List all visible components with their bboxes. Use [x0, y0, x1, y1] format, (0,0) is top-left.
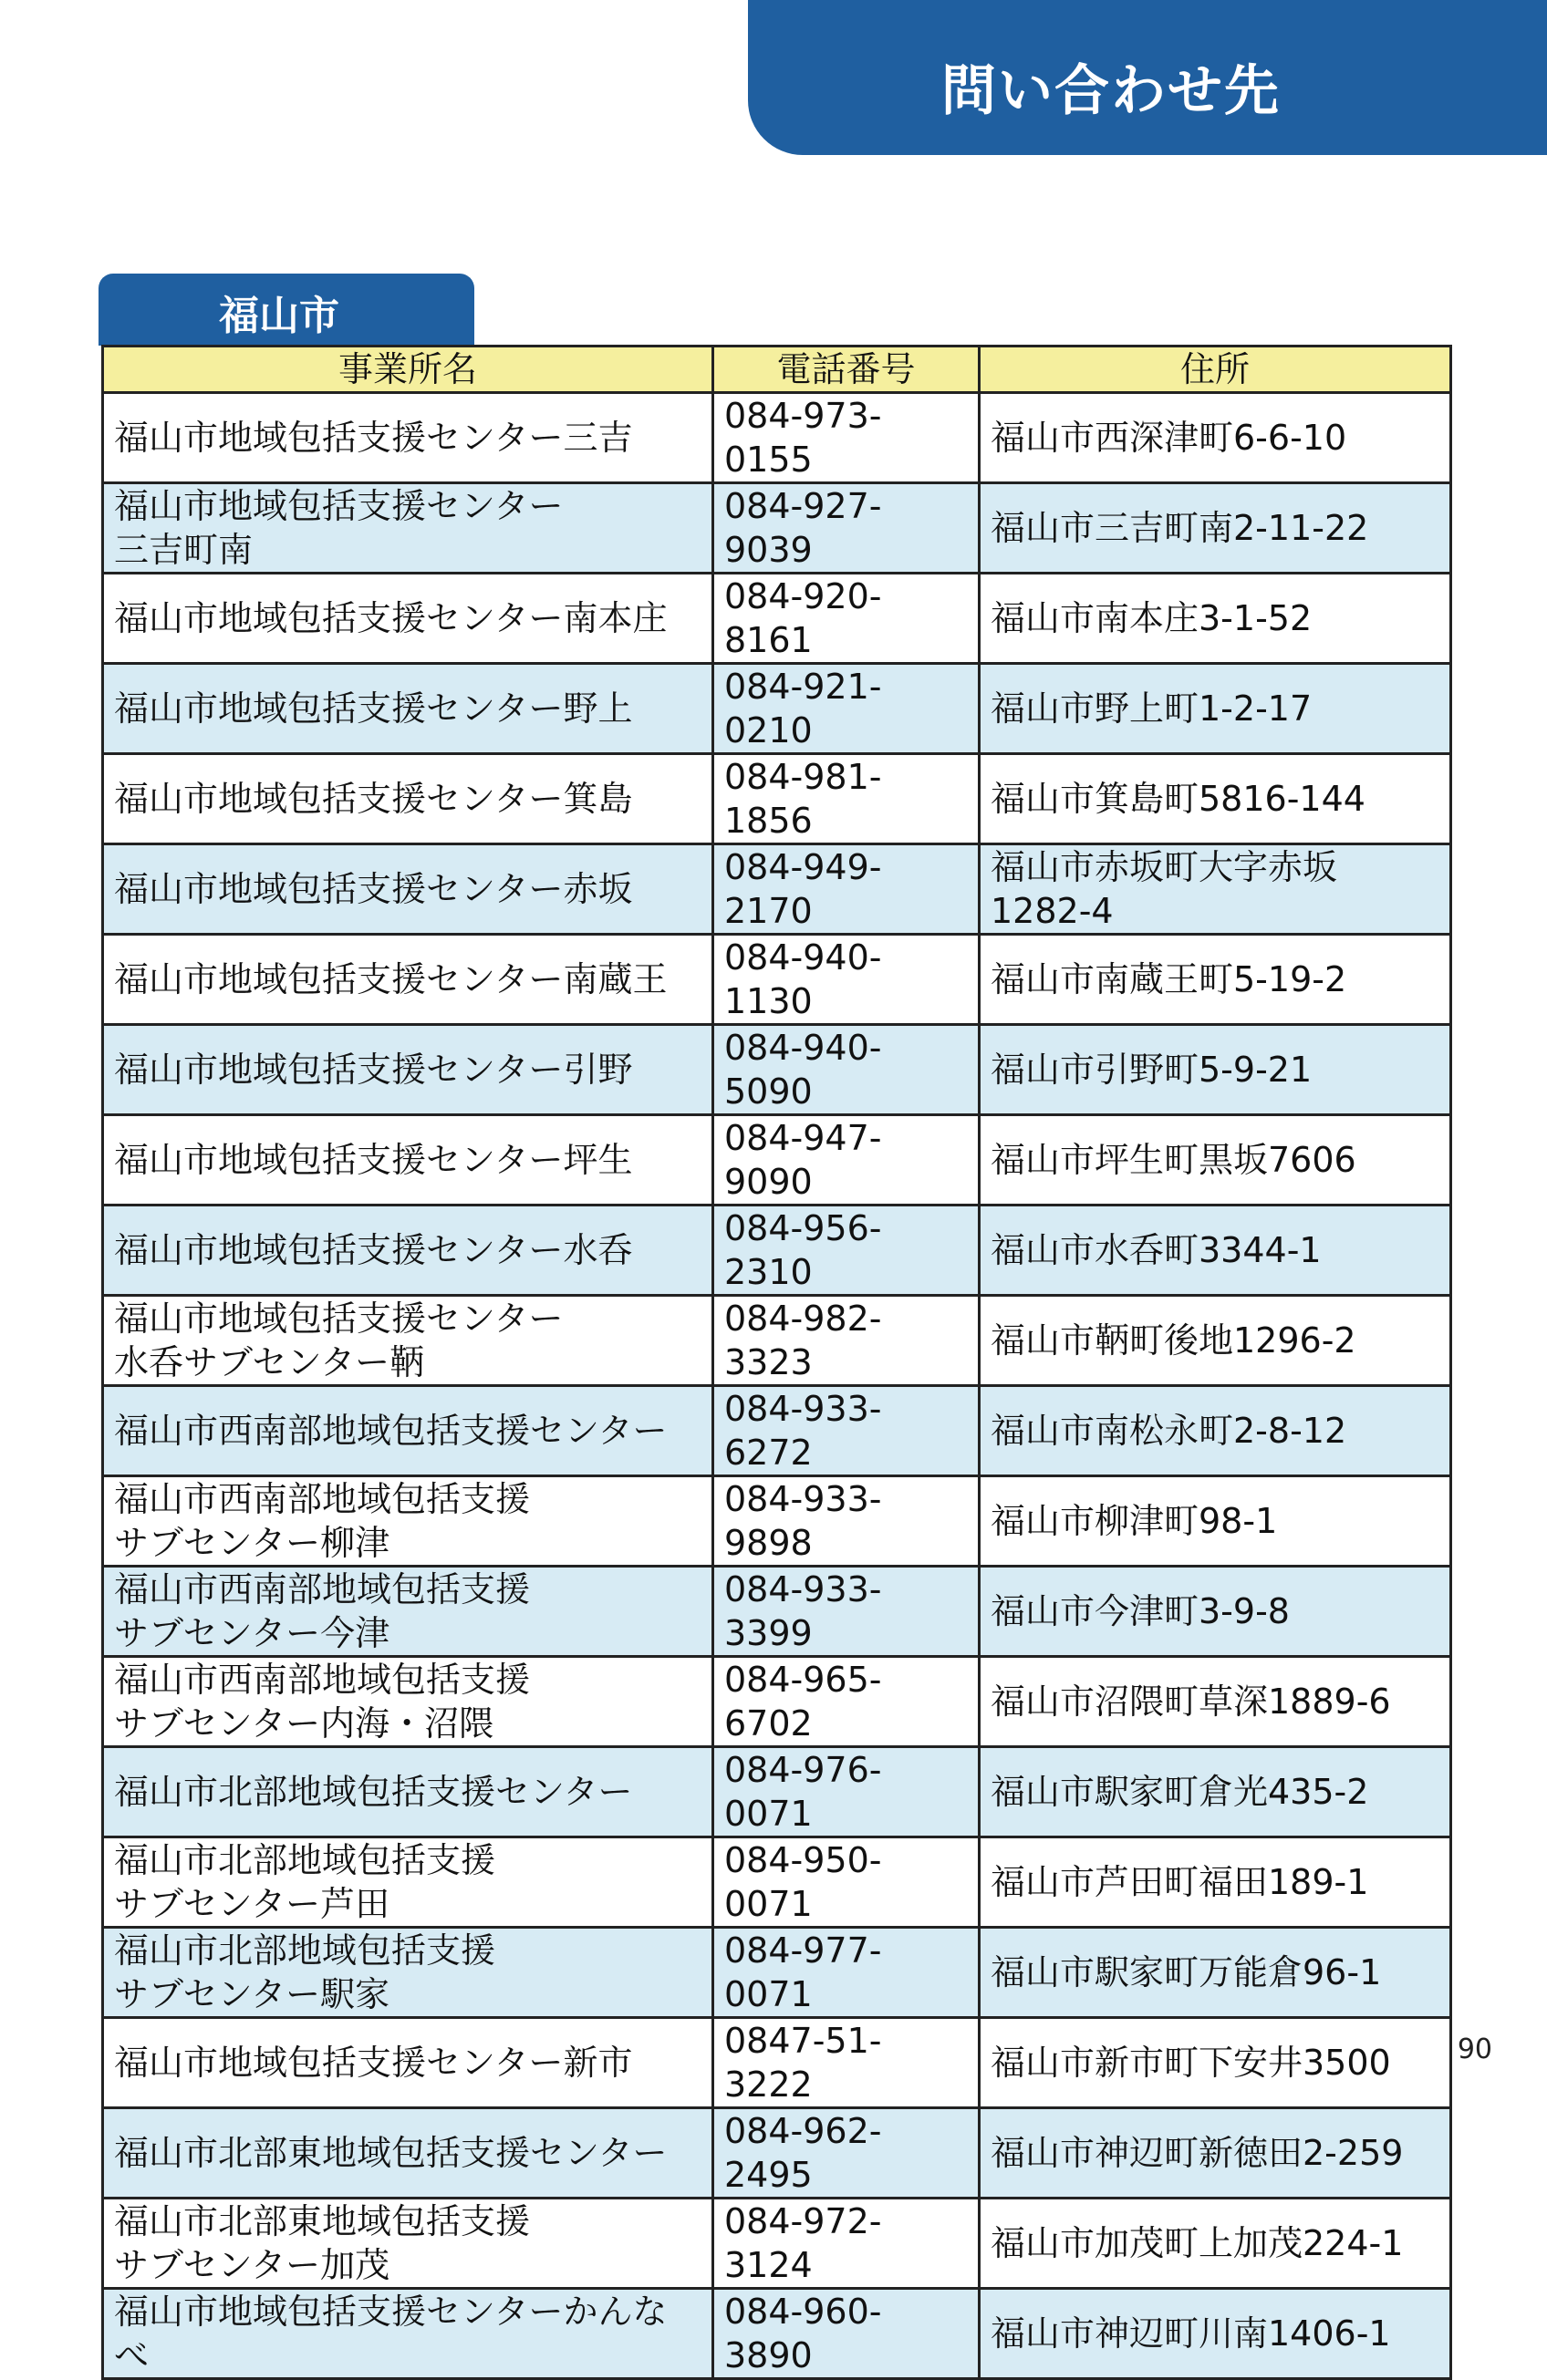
table-row: [103, 393, 1451, 483]
cell-office-name: 福山市地域包括支援センター南本庄: [103, 574, 713, 664]
cell-office-name: 福山市西南部地域包括支援センター: [103, 1386, 713, 1476]
cell-office-name: 福山市地域包括支援センター南蔵王: [103, 935, 713, 1025]
cell-phone: 084-933-3399: [713, 1567, 980, 1657]
cell-office-name: 福山市西南部地域包括支援 サブセンター今津: [103, 1567, 713, 1657]
cell-phone: 084-940-5090: [713, 1025, 980, 1115]
table-row: [103, 2199, 1451, 2289]
cell-office-name: 福山市地域包括支援センター引野: [103, 1025, 713, 1115]
cell-office-name: 福山市地域包括支援センター赤坂: [103, 844, 713, 935]
cell-phone: 084-981-1856: [713, 754, 980, 844]
cell-phone: 084-921-0210: [713, 664, 980, 754]
cell-office-name: 福山市西南部地域包括支援 サブセンター柳津: [103, 1476, 713, 1567]
cell-address: 福山市神辺町新徳田2-259: [980, 2108, 1451, 2199]
cell-phone: 084-956-2310: [713, 1206, 980, 1296]
cell-office-name: 福山市地域包括支援センター箕島: [103, 754, 713, 844]
table-row: [103, 1657, 1451, 1747]
cell-office-name: 福山市地域包括支援センター三吉: [103, 393, 713, 483]
cell-address: 福山市沼隈町草深1889-6: [980, 1657, 1451, 1747]
cell-office-name: 福山市北部東地域包括支援センター: [103, 2108, 713, 2199]
cell-phone: 084-933-9898: [713, 1476, 980, 1567]
cell-office-name: 福山市地域包括支援センター坪生: [103, 1115, 713, 1206]
cell-phone: 084-927-9039: [713, 483, 980, 574]
table-row: [103, 1476, 1451, 1567]
cell-phone: 084-977-0071: [713, 1928, 980, 2018]
contact-table: [101, 345, 1452, 2380]
cell-phone: 084-940-1130: [713, 935, 980, 1025]
cell-address: 福山市神辺町川南1406-1: [980, 2289, 1451, 2379]
cell-address: 福山市箕島町5816-144: [980, 754, 1451, 844]
cell-office-name: 福山市地域包括支援センター新市: [103, 2018, 713, 2108]
table-row: [103, 1025, 1451, 1115]
cell-phone: 084-960-3890: [713, 2289, 980, 2379]
table-row: [103, 664, 1451, 754]
column-header-name: 事業所名: [103, 347, 713, 393]
page-header-tab: [748, 0, 1547, 155]
table-header-row: [103, 347, 1451, 393]
cell-phone: 084-976-0071: [713, 1747, 980, 1837]
cell-phone: 0847-51-3222: [713, 2018, 980, 2108]
cell-office-name: 福山市北部地域包括支援センター: [103, 1747, 713, 1837]
table-row: [103, 1928, 1451, 2018]
cell-address: 福山市柳津町98-1: [980, 1476, 1451, 1567]
section-tab: [99, 274, 474, 346]
cell-office-name: 福山市地域包括支援センター野上: [103, 664, 713, 754]
table-row: [103, 574, 1451, 664]
cell-address: 福山市赤坂町大字赤坂 1282-4: [980, 844, 1451, 935]
table-row: [103, 1206, 1451, 1296]
cell-address: 福山市加茂町上加茂224-1: [980, 2199, 1451, 2289]
cell-address: 福山市南蔵王町5-19-2: [980, 935, 1451, 1025]
table-row: [103, 935, 1451, 1025]
table-row: [103, 1747, 1451, 1837]
cell-phone: 084-965-6702: [713, 1657, 980, 1747]
cell-office-name: 福山市地域包括支援センター 三吉町南: [103, 483, 713, 574]
cell-address: 福山市水呑町3344-1: [980, 1206, 1451, 1296]
cell-address: 福山市今津町3-9-8: [980, 1567, 1451, 1657]
table-row: [103, 483, 1451, 574]
cell-address: 福山市駅家町万能倉96-1: [980, 1928, 1451, 2018]
table-row: [103, 2108, 1451, 2199]
cell-phone: 084-982-3323: [713, 1296, 980, 1386]
table-row: [103, 1386, 1451, 1476]
cell-phone: 084-962-2495: [713, 2108, 980, 2199]
table-row: [103, 2018, 1451, 2108]
table-row: [103, 844, 1451, 935]
cell-phone: 084-950-0071: [713, 1837, 980, 1928]
cell-office-name: 福山市地域包括支援センター水呑: [103, 1206, 713, 1296]
cell-address: 福山市新市町下安井3500: [980, 2018, 1451, 2108]
cell-office-name: 福山市西南部地域包括支援 サブセンター内海・沼隈: [103, 1657, 713, 1747]
cell-phone: 084-973-0155: [713, 393, 980, 483]
cell-address: 福山市三吉町南2-11-22: [980, 483, 1451, 574]
table-row: [103, 1296, 1451, 1386]
table-row: [103, 2289, 1451, 2379]
cell-address: 福山市坪生町黒坂7606: [980, 1115, 1451, 1206]
cell-phone: 084-933-6272: [713, 1386, 980, 1476]
cell-phone: 084-920-8161: [713, 574, 980, 664]
column-header-address: 住所: [980, 347, 1451, 393]
table-row: [103, 1837, 1451, 1928]
cell-phone: 084-949-2170: [713, 844, 980, 935]
cell-address: 福山市南松永町2-8-12: [980, 1386, 1451, 1476]
section-title: 福山市: [219, 293, 339, 339]
page-number: 90: [1457, 2033, 1492, 2065]
table-row: [103, 1567, 1451, 1657]
cell-address: 福山市鞆町後地1296-2: [980, 1296, 1451, 1386]
cell-address: 福山市西深津町6-6-10: [980, 393, 1451, 483]
cell-office-name: 福山市北部地域包括支援 サブセンター駅家: [103, 1928, 713, 2018]
cell-address: 福山市芦田町福田189-1: [980, 1837, 1451, 1928]
cell-office-name: 福山市北部東地域包括支援 サブセンター加茂: [103, 2199, 713, 2289]
table-row: [103, 754, 1451, 844]
cell-office-name: 福山市北部地域包括支援 サブセンター芦田: [103, 1837, 713, 1928]
cell-address: 福山市駅家町倉光435-2: [980, 1747, 1451, 1837]
cell-office-name: 福山市地域包括支援センターかんなべ: [103, 2289, 713, 2379]
cell-address: 福山市南本庄3-1-52: [980, 574, 1451, 664]
cell-address: 福山市野上町1-2-17: [980, 664, 1451, 754]
column-header-phone: 電話番号: [713, 347, 980, 393]
cell-phone: 084-972-3124: [713, 2199, 980, 2289]
cell-office-name: 福山市地域包括支援センター 水呑サブセンター鞆: [103, 1296, 713, 1386]
cell-address: 福山市引野町5-9-21: [980, 1025, 1451, 1115]
page-title: 問い合わせ先: [941, 59, 1281, 123]
table-row: [103, 1115, 1451, 1206]
cell-phone: 084-947-9090: [713, 1115, 980, 1206]
